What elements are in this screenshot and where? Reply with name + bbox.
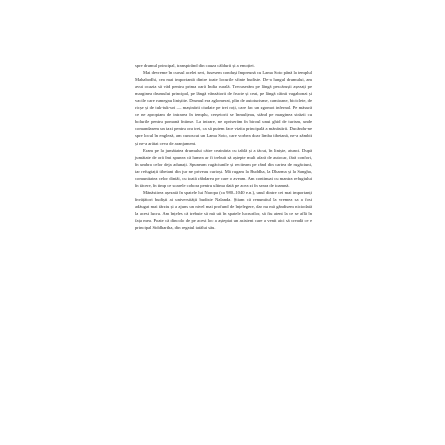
paragraph: Mănăstirea așezată în spatele lui Naropa (ca 980–1040 e.n.), unul dintre cei mai importanți învățători budiști ai universității budiste Nalanda. Știam că renumitul la vremea sa a fost adăugat mai târziu și a ajuns un nivel mai profund de înțelegere, dar nu mă gândisem niciodată la acest lucru. Am înțeles că trebuie să mă uit în spatele lucrurilor, să fiu atent la ce se află în fața mea. Poate că dincolo de pe acest loc a așteptat un asistent care a venit aici să creadă ce e principal Siddhartha, din regatul tatălui său. bbox=[135, 189, 312, 231]
body-text bbox=[135, 62, 312, 231]
paragraph: spre drumul principal, transpirând din cauza căldurii și a emoției. bbox=[135, 63, 255, 68]
paragraph: Mai devreme în cursul acelei seri, fusesem conduși împreună cu Lama Soto până la templul Mahabodhi, cea mai importantă dintre toate locurile sfinte budiste. De-a lungul drumului, am avut ocazia să văd pentru prima oară India rurală. Trecuserăm pe lângă pescărușii așezați pe marginea drumului principal, pe lângă vânzătorii de fructe și ceai, pe lângă câinii vagabonzi și vacile care rumegau liniștite. Drumul era aglomerat, plin de autoturisme, camioane, biciclete, de ricșe și de tuk-tuk-uri — mașinării ciudate pe trei roți, care fac un zgomot infernal. Pe măsură ce ne apropiam de intrarea în templu, cerșetorii se înmulțeau, stând pe marginea străzii cu bolurile pentru pomană întinse. La intrare, ne opriserăm în biroul unui ghid de turism, unde comandasem un taxi pentru ora trei, ca să putem face vizita principală a mănăstirii. Ducându-ne spre locul în engleză, am cunoscut un Lama Soto, care vorbea doar limba tibetană, ne-a zâmbit și ne-a arătat ceva de aranjament. bbox=[135, 70, 312, 146]
paragraph: Eram pe la jumătatea drumului către ceainăria cu tablă și a tăcut, în liniște, atunci. După jumătate de oră îmi spunea că lumea ar fi trebuit să aștepte mult afară de autocar, fără confort, în umbra celor deja adunați. Spuneam rugăciunile și reciteam pe rând din cartea de rugăciuni, iar refugiații tibetani din jur ne priveau curioși. Mă rugam la Buddha, la Dharma și la Sangha, comunitatea celor dintâi, cu toată răbdarea pe care o aveam. Am continuat cu mantra refugiului în tăcere, în timp ce soarele cobora pentru ultima dată pe acea zi în seara de toamnă. bbox=[135, 147, 312, 188]
